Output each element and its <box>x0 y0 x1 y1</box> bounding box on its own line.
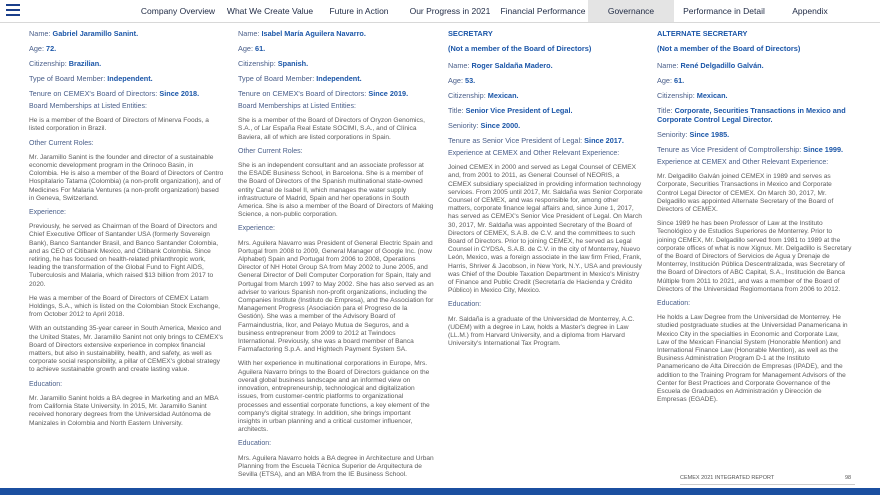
experience-heading: Experience at CEMEX and Other Relevant Experience: <box>448 150 620 157</box>
experience-heading: Experience at CEMEX and Other Relevant Experience: <box>657 159 829 166</box>
education-text: Mr. Saldaña is a graduate of the Universidad de Monterrey, A.C. (UDEM) with a degree in Law, holds a Master's degree in Law (LL.M.) from Harvard University, and a diploma from Harvard University's International Tax Program. <box>448 315 635 348</box>
citizenship-label: Citizenship: <box>448 91 486 100</box>
experience-text: Joined CEMEX in 2000 and served as Legal Counsel of CEMEX and, from 2001 to 2011, as General Counsel of NEORIS, a CEMEX subsidiary specialized in providing information technology services. From 2005 until 2017, Mr. Saldaña was Senior Corporate Counsel of CEMEX, and was responsible for, among other matters, corporate finance legal affairs and, since June 1, 2017, has served as CEMEX's Senior Vice President of Legal. On March 30, 2017, Mr. Saldaña was appointed Secretary of the Board of Directors of CEMEX, S.A.B. de C.V. and the committees to such Board of Directors. Prior to joining CEMEX, he served as Legal Counsel in CYDSA, S.A.B. de C.V. in the city of Monterrey, Nuevo León, Mexico, was a foreign associate in the law firm Fried, Frank, Harris, Shriver & Jacobson, in New York, N.Y., USA and previously was Chief of the Double Taxation Department in Mexico's Ministry of Finance and Public Credit (Secretaría de Hacienda y Crédito Público) in Mexico City, Mexico. <box>448 164 643 295</box>
other-roles-heading: Other Current Roles: <box>238 147 303 155</box>
nav-our-progress[interactable]: Our Progress in 2021 <box>409 6 491 16</box>
type-label: Type of Board Member: <box>238 74 315 83</box>
title-label: Title: <box>657 106 673 115</box>
section-title: SECRETARY <box>448 29 493 38</box>
name-label: Name: <box>29 29 51 38</box>
menu-icon[interactable] <box>6 4 20 17</box>
other-roles-heading: Other Current Roles: <box>29 139 94 147</box>
age-label: Age: <box>657 76 673 85</box>
age-label: Age: <box>29 44 45 53</box>
tenure-label: Tenure as Vice President of Comptrollership: <box>657 145 802 154</box>
tenure-label: Tenure as Senior Vice President of Legal: <box>448 136 583 145</box>
seniority-label: Seniority: <box>448 121 479 130</box>
name-value: Gabriel Jaramillo Sanint. <box>52 29 139 38</box>
education-heading: Education: <box>448 301 482 309</box>
tenure-value: Since 2019. <box>368 89 409 98</box>
name-value: Roger Saldaña Madero. <box>471 61 553 70</box>
experience-heading: Experience: <box>29 209 66 217</box>
citizenship-label: Citizenship: <box>657 91 695 100</box>
name-label: Name: <box>657 61 679 70</box>
experience-text: He was a member of the Board of Directors of CEMEX Latam Holdings, S.A., which is listed on the Colombian Stock Exchange, from October 2012 to April 2018. <box>29 294 220 319</box>
board-memberships-heading: Board Memberships at Listed Entities: <box>29 103 147 110</box>
education-text: Mr. Jaramillo Sanint holds a BA degree in Marketing and an MBA from California State University. In 2015, Mr. Jaramillo Sanint received honorary degrees from the Universidad Autónoma de Manizales in Colombia and North Eastern University. <box>29 394 219 427</box>
board-memberships-text: He is a member of the Board of Directors of Minerva Foods, a listed corporation in Brazil. <box>29 117 209 133</box>
citizenship-label: Citizenship: <box>238 59 276 68</box>
citizenship-value: Mexican. <box>696 91 728 100</box>
age-label: Age: <box>238 44 254 53</box>
citizenship-value: Spanish. <box>277 59 309 68</box>
title-value: Corporate, Securities Transactions in Mexico and Corporate Control Legal Director. <box>657 106 846 124</box>
experience-heading: Experience: <box>238 225 275 233</box>
column-aguilera <box>238 29 434 485</box>
page-number: 98 <box>845 475 852 481</box>
tenure-value: Since 1999. <box>803 145 844 154</box>
name-value: Isabel María Aguilera Navarro. <box>261 29 366 38</box>
experience-text: With her experience in multinational corporations in Europe, Mrs. Aguilera Navarro brings to the Board of Directors guidance on the overall global business landscape and an informed view on innovation, entrepreneurship, technological and digitalization issues, from customer-centric platforms to organizational processes and essential corporate functions, a key element of the company's digital strategy. In addition, she brings important insights in urban planning and a critical customer influencer, architects. <box>238 360 430 434</box>
citizenship-value: Mexican. <box>487 91 519 100</box>
column-jaramillo <box>29 29 224 434</box>
name-value: René Delgadillo Galván. <box>680 61 764 70</box>
education-heading: Education: <box>657 300 691 308</box>
age-value: 61. <box>674 76 685 85</box>
tenure-value: Since 2017. <box>584 136 624 145</box>
age-value: 61. <box>255 44 266 53</box>
footer-divider <box>680 484 855 485</box>
column-saldana <box>448 29 644 354</box>
experience-text: Previously, he served as Chairman of the Board of Directors and Chief Executive Officer of Santander USA (formerly Sovereign Bank), Banco Santander Brasil, and Banco Santander Colombia, and as CEO of Citibank Mexico, and Citibank Colombia. Since retiring, he has focused on health-related philanthropic work, leading the transformation of the Global Fund to Fight AIDS, Tuberculosis and Malaria, which raised $13 billion from 2017 to 2020. <box>29 223 219 288</box>
education-text: He holds a Law Degree from the Universidad de Monterrey. He studied postgraduate studies at the Universidad Panamericana in Mexico City in the specialties in Economic and Corporate Law, Law of the Mexican Financial System (Honorable Mention) and International Finance Law (Honorable Mention), as well as the Business Administration Program D-1 at the Instituto Panamericano de Alta Dirección de Empresas (IPADE), and the addition to the Training Program for Management Advisors of the Center for Best Practices and Corporate Governance of the Escuela de Graduados en Administración y Dirección de Empresas (EGADE). <box>657 314 848 404</box>
citizenship-label: Citizenship: <box>29 59 67 68</box>
nav-performance-in-detail[interactable]: Performance in Detail <box>683 6 765 16</box>
education-heading: Education: <box>238 440 272 448</box>
type-value: Independent. <box>316 74 362 83</box>
board-memberships-heading: Board Memberships at Listed Entities: <box>238 103 356 110</box>
bottom-bar <box>0 488 880 495</box>
other-roles-text: Mr. Jaramillo Sanint is the founder and director of a sustainable economic development program in the Orinoco Basin, in Colombia. He is also a member of the Board of Directors of Centro Hospitalario Tatama (Colombia) (a non-profit organization), and of Medicines For Malaria Ventures (a non-profit organization) based in Geneva, Switzerland. <box>29 153 224 202</box>
type-label: Type of Board Member: <box>29 74 106 83</box>
age-label: Age: <box>448 76 464 85</box>
type-value: Independent. <box>107 74 153 83</box>
experience-text: With an outstanding 35-year career in South America, Mexico and the United States, Mr. Jaramillo Sanint not only brings to CEMEX's Board of Directors extensive experience in complex financial matters, but also in sustainability, health, and safety, as well as corporate social responsibility, a pillar of CEMEX's global strategy to achieve sustainable growth and create lasting value. <box>29 325 224 374</box>
other-roles-text: She is an independent consultant and an associate professor at the ESADE Business School, in Barcelona. She is a member of the Board of Directors of the Spanish multinational state-owned entity Canal de Isabel II, which manages the water supply infrastructure of Madrid, Spain and her operations in South America. She is also a member of the Board of Directors of Making Science, a non-public corporation. <box>238 162 434 219</box>
board-memberships-text: She is a member of the Board of Directors of Oryzon Genomics, S.A., of Lar España Real Estate SOCIMI, S.A., and of Clínica Baviera, all of which are listed corporations in Spain. <box>238 117 425 141</box>
section-subtitle: (Not a member of the Board of Directors) <box>657 44 801 53</box>
title-value: Senior Vice President of Legal. <box>465 106 573 115</box>
experience-text: Mrs. Aguilera Navarro was President of General Electric Spain and Portugal from 2008 to 2009, General Manager of Google Inc. (now Alphabet) Spain and Portugal from 2006 to 2008, Operations Director of NH Hotel Group SA from May 2002 to June 2005, and General Director of Dell Computer Corporation for Spain, Italy and Portugal from March 1997 to May 2002. She has also served as an adviser to various Spanish non-profit organizations, including the Companies Institute (Instituto de Empresa), and the Association for Management Progress (Asociación para el Progreso de la Gestión). She was a member of the Advisory Board of Farmaindustria, Ikor, and Pelayo Mutua de Seguros, and a business entrepreneur from 2009 to 2012 at Twindocs International. Previously, she was a board member of Banca Farmafactoring S.p.A. and Hightech Payment System SA. <box>238 239 434 354</box>
seniority-value: Since 1985. <box>689 130 730 139</box>
citizenship-value: Brazilian. <box>68 59 102 68</box>
education-heading: Education: <box>29 380 63 388</box>
tenure-label: Tenure on CEMEX's Board of Directors: <box>238 89 367 98</box>
title-label: Title: <box>448 106 464 115</box>
section-subtitle: (Not a member of the Board of Directors) <box>448 44 592 53</box>
report-footer: CEMEX 2021 INTEGRATED REPORT <box>680 475 775 481</box>
tenure-label: Tenure on CEMEX's Board of Directors: <box>29 89 158 98</box>
nav-future-in-action[interactable]: Future in Action <box>329 6 389 16</box>
tenure-value: Since 2018. <box>159 89 200 98</box>
nav-governance[interactable]: Governance <box>588 0 674 22</box>
column-delgadillo <box>657 29 852 410</box>
top-navigation <box>0 0 880 23</box>
experience-text: Mr. Delgadillo Galván joined CEMEX in 1989 and serves as Corporate, Securities Transactions in Mexico and Corporate Control Legal Director of CEMEX. On March 30, 2017, Mr. Delgadillo was appointed Alternate Secretary of the Board of Directors of CEMEX. <box>657 173 834 214</box>
education-text: Mrs. Aguilera Navarro holds a BA degree in Architecture and Urban Planning from the Escuela Técnica Superior de Arquitectura de Sevilla (ETSA), and an MBA from the IE Business School. <box>238 454 434 478</box>
seniority-label: Seniority: <box>657 130 688 139</box>
experience-text: Since 1989 he has been Professor of Law at the Instituto Tecnológico y de Estudios Superiores de Monterrey. Prior to joining CEMEX, Mr. Delgadillo served from 1981 to 1989 at the corporate offices of what is now Xignux. Mr. Delgadillo is Secretary of the Board of Directors of Servicios de Agua y Drenaje de Monterrey, Institución Pública Descentralizada, was Secretary of the Board of Directors of ABC Capital, S.A., Institución de Banca Múltiple from 2011 to 2021, and was a member of the Board of Directors of the Universidad Regiomontana from 2006 to 2012. <box>657 220 852 293</box>
nav-financial-performance[interactable]: Financial Performance <box>500 6 586 16</box>
seniority-value: Since 2000. <box>480 121 521 130</box>
age-value: 72. <box>46 44 57 53</box>
nav-what-we-create-value[interactable]: What We Create Value <box>226 6 314 16</box>
nav-appendix[interactable]: Appendix <box>792 6 828 16</box>
age-value: 53. <box>465 76 476 85</box>
nav-company-overview[interactable]: Company Overview <box>140 6 216 16</box>
section-title: ALTERNATE SECRETARY <box>657 29 748 38</box>
name-label: Name: <box>238 29 260 38</box>
name-label: Name: <box>448 61 470 70</box>
